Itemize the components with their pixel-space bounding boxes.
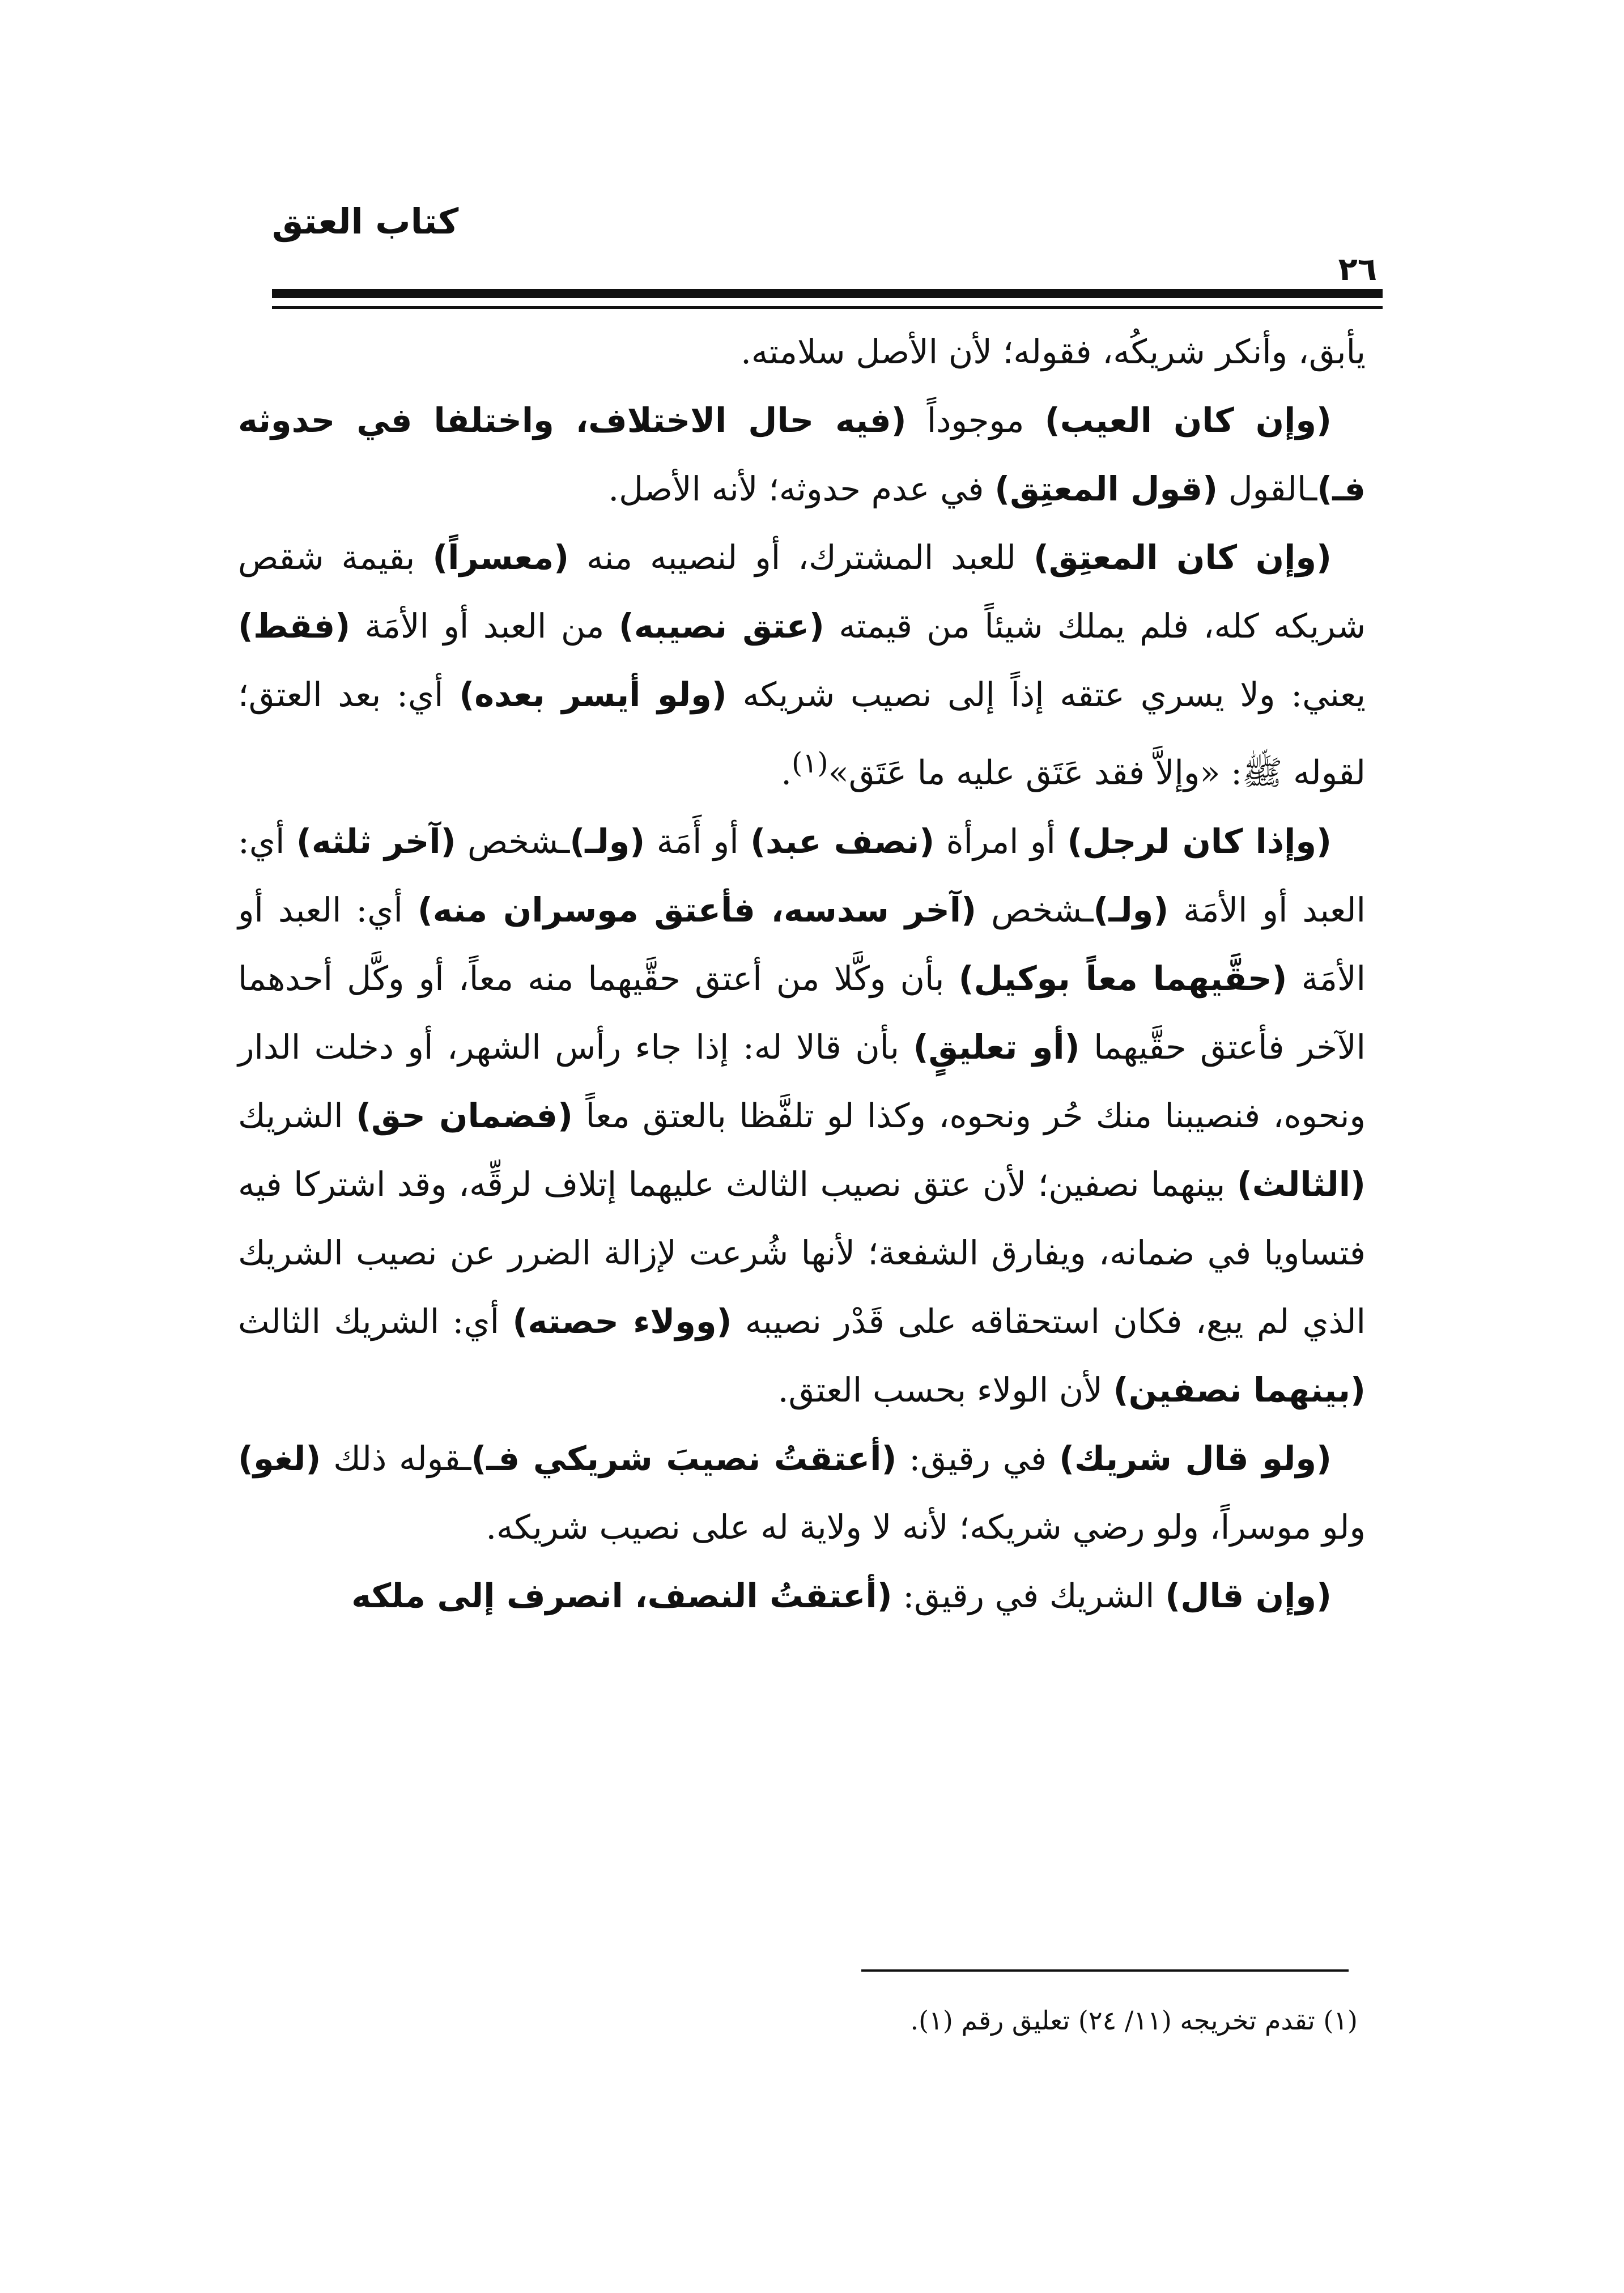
bold-run: (عتق نصيبه) <box>618 606 824 646</box>
bold-run: (ولو قال شريك) <box>1059 1438 1332 1478</box>
bold-run: (ولـ) <box>569 821 645 861</box>
text-run: في عدم حدوثه؛ لأنه الأصل. <box>608 469 995 508</box>
footnote-separator <box>861 1969 1349 1972</box>
text-run: ـقوله ذلك <box>321 1438 471 1478</box>
bold-run: (فيه حال الاختلاف، واختلفا في حدوثه فـ) <box>238 401 1366 508</box>
bold-run: (آخر ثلثه) <box>296 821 456 861</box>
text-run: أي: العبد أو الأمَة <box>238 890 1366 998</box>
text-run: أي: بعد العتق؛ لقوله ﷺ: «وإلاَّ فقد عَتَق عليه ما عَتَق» <box>238 675 1366 792</box>
text-run: ولو موسراً، ولو رضي شريكه؛ لأنه لا ولاية له على نصيب شريكه. <box>486 1507 1366 1547</box>
text-run: أي: العبد أو الأمَة <box>238 821 1366 929</box>
text-run: بأن قالا له: إذا جاء رأس الشهر، أو دخلت الدار ونحوه، فنصيبنا منك حُر ونحوه، وكذا لو تلفَّظا بالعتق معاً <box>238 1027 1366 1135</box>
page-header <box>272 201 1383 317</box>
bold-run: (أو تعليقٍ) <box>913 1027 1080 1067</box>
text-run: ـشخص <box>976 890 1094 929</box>
header-rule-thick <box>272 289 1383 298</box>
main-text <box>238 317 1366 1630</box>
bold-run: (بينهما نصفين) <box>1113 1370 1366 1409</box>
text-run: الشريك <box>238 1095 356 1135</box>
paragraph-3 <box>238 523 1366 807</box>
footnote: (١) تقدم تخريجه (١١/ ٢٤) تعليق رقم (١). <box>910 2005 1358 2036</box>
text-run: موجوداً <box>906 401 1045 440</box>
footnote-marker: (١) <box>791 746 828 779</box>
text-run: ـشخص <box>456 821 570 861</box>
bold-run: (معسراً) <box>432 538 569 577</box>
text-run: للعبد المشترك، أو لنصيبه منه <box>569 538 1034 577</box>
bold-run: (الثالث) <box>1236 1164 1366 1204</box>
text-run: أو أَمَة <box>645 821 751 861</box>
text-run: بأن وكَّلا من أعتق حقَّيهما منه معاً، أو وكَّل أحدهما الآخر فأعتق حقَّيهما <box>238 958 1366 1067</box>
bold-run: (قول المعتِق) <box>994 469 1218 508</box>
text-run: لأن الولاء بحسب العتق. <box>777 1370 1113 1409</box>
bold-run: (وإن قال) <box>1165 1576 1332 1615</box>
text-run: يأبق، وأنكر شريكُه، فقوله؛ لأن الأصل سلامته. <box>741 332 1366 371</box>
bold-run: (ولو أيسر بعده) <box>459 675 727 714</box>
bold-run: (فضمان حق) <box>356 1095 573 1135</box>
bold-run: (لغو) <box>238 1438 321 1478</box>
bold-run: (ولـ) <box>1093 890 1169 929</box>
paragraph-1 <box>238 317 1366 386</box>
bold-run: (وإن كان العيب) <box>1044 401 1332 440</box>
paragraph-2 <box>238 386 1366 523</box>
text-run: أي: الشريك الثالث <box>238 1301 513 1341</box>
text-run: من العبد أو الأمَة <box>350 606 619 646</box>
header-rule-thin <box>272 306 1383 309</box>
text-run: في رقيق: <box>896 1438 1060 1478</box>
bold-run: (آخر سدسه، فأعتق موسران منه) <box>417 890 977 929</box>
book-title: كتاب العتق <box>272 201 459 242</box>
page-number: ٢٦ <box>1338 251 1377 288</box>
text-run: أو امرأة <box>934 821 1068 861</box>
bold-run: (أعتقتُ نصيبَ شريكي فـ) <box>471 1438 897 1478</box>
paragraph-5 <box>238 1424 1366 1561</box>
text-run: يعني: ولا يسري عتقه إذاً إلى نصيب شريكه <box>726 675 1366 714</box>
bold-run: (وولاء حصته) <box>512 1301 732 1341</box>
bold-run: (وإن كان المعتِق) <box>1033 538 1332 577</box>
text-run: . <box>781 753 792 792</box>
paragraph-6 <box>238 1561 1366 1630</box>
bold-run: (وإذا كان لرجل) <box>1067 821 1332 861</box>
bold-run: (نصف عبد) <box>750 821 935 861</box>
bold-run: (حقَّيهما معاً بوكيل) <box>958 958 1287 998</box>
bold-run: (أعتقتُ النصف، انصرف إلى ملكه <box>351 1576 892 1615</box>
text-run: بينهما نصفين؛ لأن عتق نصيب الثالث عليهما إتلاف لرقِّه، وقد اشتركا فيه فتساويا في ضمانه، ويفارق الشفعة؛ لأنها شُرعت لإزالة الضرر عن نصيب الشريك الذي لم يبع، فكان استحقاقه على قَدْر نصيبه <box>238 1164 1366 1341</box>
text-run: بقيمة شقص شريكه كله، فلم يملك شيئاً من قيمته <box>238 538 1366 646</box>
text-run: الشريك في رقيق: <box>892 1576 1166 1615</box>
paragraph-4 <box>238 807 1366 1424</box>
bold-run: (فقط) <box>238 606 351 646</box>
text-run: ـالقول <box>1218 469 1317 508</box>
